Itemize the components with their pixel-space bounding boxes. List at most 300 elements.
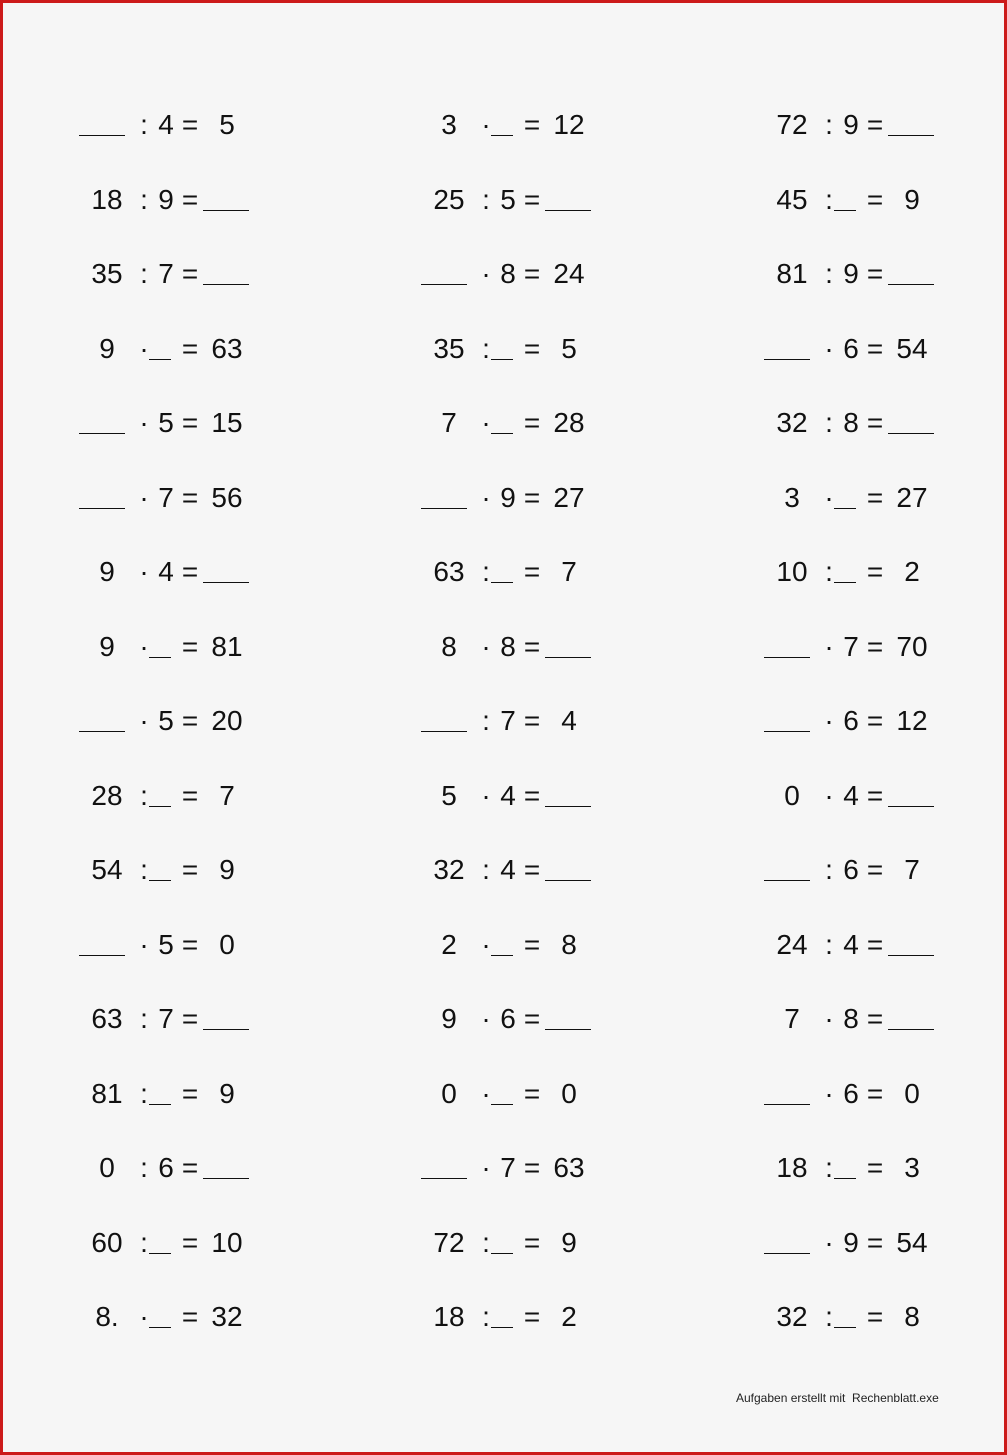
equals-sign: = bbox=[181, 556, 199, 587]
operand-a: 72 bbox=[433, 1226, 465, 1258]
equals-sign: = bbox=[866, 928, 884, 960]
result: 70 bbox=[896, 630, 928, 662]
equals-sign: = bbox=[523, 630, 541, 662]
operator: · bbox=[139, 481, 149, 513]
operand-a: 9 bbox=[99, 556, 115, 587]
equals-sign: = bbox=[523, 1003, 541, 1034]
result: 27 bbox=[896, 481, 928, 513]
operator: · bbox=[481, 928, 491, 960]
operand-a: 5 bbox=[441, 779, 457, 811]
answer-blank bbox=[149, 627, 171, 658]
operand-b: 9 bbox=[843, 109, 859, 140]
operand-b: 7 bbox=[500, 1152, 516, 1183]
operand-b: 8 bbox=[843, 1003, 859, 1034]
result: 56 bbox=[211, 481, 243, 513]
operand-b: 6 bbox=[158, 1152, 174, 1183]
answer-blank bbox=[764, 329, 810, 360]
operand-b: 7 bbox=[843, 630, 859, 662]
math-task bbox=[764, 1223, 964, 1263]
task-row bbox=[3, 403, 1004, 443]
result: 8 bbox=[904, 1301, 920, 1332]
result: 81 bbox=[211, 630, 243, 662]
operand-a: 24 bbox=[776, 928, 808, 960]
equals-sign: = bbox=[866, 183, 884, 215]
result: 7 bbox=[561, 556, 577, 587]
answer-blank bbox=[79, 701, 125, 732]
operand-a: 3 bbox=[784, 481, 800, 513]
operator: : bbox=[140, 1226, 148, 1258]
operand-a: 8 bbox=[441, 630, 457, 662]
answer-blank bbox=[79, 925, 125, 956]
answer-blank bbox=[888, 105, 934, 136]
equals-sign: = bbox=[523, 854, 541, 885]
operand-b: 8 bbox=[843, 407, 859, 438]
answer-blank bbox=[491, 105, 513, 136]
answer-blank bbox=[764, 627, 810, 658]
task-row bbox=[3, 329, 1004, 369]
result: 9 bbox=[219, 1077, 235, 1109]
answer-blank bbox=[834, 180, 856, 211]
footer-credit: Aufgaben erstellt mit Rechenblatt.exe bbox=[736, 1391, 939, 1405]
operand-b: 9 bbox=[843, 1226, 859, 1258]
math-task bbox=[421, 478, 621, 518]
answer-blank bbox=[491, 925, 513, 956]
operand-b: 6 bbox=[500, 1003, 516, 1034]
operand-b: 7 bbox=[158, 1003, 174, 1034]
operand-a: 9 bbox=[99, 332, 115, 364]
equals-sign: = bbox=[523, 1226, 541, 1258]
math-task bbox=[79, 1148, 279, 1188]
task-row bbox=[3, 627, 1004, 667]
equals-sign: = bbox=[181, 1301, 199, 1332]
answer-blank bbox=[888, 925, 934, 956]
result: 20 bbox=[211, 705, 243, 736]
answer-blank bbox=[491, 1297, 513, 1328]
answer-blank bbox=[203, 999, 249, 1030]
equals-sign: = bbox=[866, 481, 884, 513]
result: 10 bbox=[211, 1226, 243, 1258]
operand-a: 63 bbox=[433, 556, 465, 587]
math-task bbox=[421, 105, 621, 145]
math-task bbox=[421, 1074, 621, 1114]
task-row bbox=[3, 105, 1004, 145]
equals-sign: = bbox=[523, 481, 541, 513]
result: 63 bbox=[211, 332, 243, 364]
operand-b: 5 bbox=[158, 705, 174, 736]
math-task bbox=[79, 1297, 279, 1337]
operator: · bbox=[481, 779, 491, 811]
operator: · bbox=[139, 1301, 149, 1332]
answer-blank bbox=[834, 1148, 856, 1179]
equals-sign: = bbox=[181, 258, 199, 289]
operator: : bbox=[140, 779, 148, 811]
answer-blank bbox=[149, 850, 171, 881]
operand-b: 9 bbox=[500, 481, 516, 513]
answer-blank bbox=[834, 552, 856, 583]
math-task bbox=[421, 1223, 621, 1263]
operand-a: 35 bbox=[433, 332, 465, 364]
operand-a: 9 bbox=[99, 630, 115, 662]
answer-blank bbox=[545, 180, 591, 211]
answer-blank bbox=[491, 552, 513, 583]
result: 4 bbox=[561, 705, 577, 736]
math-task bbox=[421, 999, 621, 1039]
operator: · bbox=[824, 1003, 834, 1034]
task-row bbox=[3, 925, 1004, 965]
math-task bbox=[79, 105, 279, 145]
operand-b: 4 bbox=[500, 854, 516, 885]
result: 28 bbox=[553, 407, 585, 438]
task-row bbox=[3, 1074, 1004, 1114]
operand-a: 81 bbox=[91, 1077, 123, 1109]
result: 12 bbox=[896, 705, 928, 736]
math-task bbox=[421, 627, 621, 667]
operator: · bbox=[481, 258, 491, 289]
math-task bbox=[79, 403, 279, 443]
answer-blank bbox=[545, 850, 591, 881]
operand-a: 25 bbox=[433, 183, 465, 215]
equals-sign: = bbox=[523, 928, 541, 960]
result: 0 bbox=[561, 1077, 577, 1109]
operand-b: 6 bbox=[843, 1077, 859, 1109]
task-row bbox=[3, 850, 1004, 890]
operand-a: 45 bbox=[776, 183, 808, 215]
answer-blank bbox=[764, 701, 810, 732]
math-task bbox=[421, 701, 621, 741]
equals-sign: = bbox=[866, 332, 884, 364]
math-task bbox=[764, 478, 964, 518]
operand-a: 0 bbox=[441, 1077, 457, 1109]
equals-sign: = bbox=[181, 779, 199, 811]
math-task bbox=[79, 850, 279, 890]
operator: : bbox=[825, 928, 833, 960]
operand-a: 81 bbox=[776, 258, 808, 289]
equals-sign: = bbox=[866, 258, 884, 289]
math-task bbox=[421, 925, 621, 965]
answer-blank bbox=[545, 776, 591, 807]
operator: · bbox=[824, 332, 834, 364]
operand-b: 5 bbox=[158, 407, 174, 438]
operand-a: 18 bbox=[776, 1152, 808, 1183]
result: 63 bbox=[553, 1152, 585, 1183]
result: 54 bbox=[896, 1226, 928, 1258]
operator: : bbox=[140, 1152, 148, 1183]
operand-b: 6 bbox=[843, 332, 859, 364]
task-row bbox=[3, 1148, 1004, 1188]
answer-blank bbox=[764, 850, 810, 881]
operand-a: 32 bbox=[776, 407, 808, 438]
equals-sign: = bbox=[866, 407, 884, 438]
result: 9 bbox=[561, 1226, 577, 1258]
operator: · bbox=[139, 705, 149, 736]
operand-a: 0 bbox=[99, 1152, 115, 1183]
equals-sign: = bbox=[523, 1152, 541, 1183]
operand-a: 7 bbox=[441, 407, 457, 438]
task-row bbox=[3, 254, 1004, 294]
equals-sign: = bbox=[523, 258, 541, 289]
math-task bbox=[764, 1074, 964, 1114]
task-row bbox=[3, 478, 1004, 518]
result: 0 bbox=[904, 1077, 920, 1109]
result: 5 bbox=[561, 332, 577, 364]
operand-b: 7 bbox=[158, 481, 174, 513]
answer-blank bbox=[888, 403, 934, 434]
operand-a: 18 bbox=[91, 183, 123, 215]
answer-blank bbox=[203, 552, 249, 583]
operand-a: 54 bbox=[91, 854, 123, 885]
operator: : bbox=[482, 854, 490, 885]
operator: : bbox=[825, 1152, 833, 1183]
answer-blank bbox=[545, 627, 591, 658]
math-task bbox=[421, 850, 621, 890]
math-task bbox=[79, 627, 279, 667]
equals-sign: = bbox=[866, 556, 884, 587]
answer-blank bbox=[79, 403, 125, 434]
equals-sign: = bbox=[523, 109, 541, 140]
equals-sign: = bbox=[866, 1226, 884, 1258]
operand-b: 5 bbox=[158, 928, 174, 960]
equals-sign: = bbox=[523, 779, 541, 811]
equals-sign: = bbox=[866, 1152, 884, 1183]
math-task bbox=[421, 1148, 621, 1188]
equals-sign: = bbox=[866, 1301, 884, 1332]
math-task bbox=[79, 254, 279, 294]
operator: · bbox=[481, 109, 491, 140]
equals-sign: = bbox=[181, 630, 199, 662]
operator: : bbox=[140, 109, 148, 140]
equals-sign: = bbox=[866, 705, 884, 736]
answer-blank bbox=[545, 999, 591, 1030]
operator: : bbox=[482, 332, 490, 364]
task-row bbox=[3, 1297, 1004, 1337]
answer-blank bbox=[834, 478, 856, 509]
answer-blank bbox=[421, 254, 467, 285]
equals-sign: = bbox=[523, 183, 541, 215]
math-task bbox=[421, 552, 621, 592]
operator: · bbox=[481, 630, 491, 662]
equals-sign: = bbox=[181, 1003, 199, 1034]
equals-sign: = bbox=[181, 407, 199, 438]
result: 5 bbox=[219, 109, 235, 140]
operator: : bbox=[482, 705, 490, 736]
operator: · bbox=[139, 630, 149, 662]
equals-sign: = bbox=[181, 481, 199, 513]
answer-blank bbox=[149, 776, 171, 807]
operand-b: 6 bbox=[843, 705, 859, 736]
operand-a: 32 bbox=[433, 854, 465, 885]
math-task bbox=[79, 180, 279, 220]
math-task bbox=[79, 329, 279, 369]
result: 32 bbox=[211, 1301, 243, 1332]
math-task bbox=[79, 701, 279, 741]
operator: : bbox=[825, 183, 833, 215]
operand-b: 8 bbox=[500, 258, 516, 289]
equals-sign: = bbox=[866, 1003, 884, 1034]
result: 9 bbox=[904, 183, 920, 215]
task-row bbox=[3, 180, 1004, 220]
equals-sign: = bbox=[181, 854, 199, 885]
operand-a: 28 bbox=[91, 779, 123, 811]
math-task bbox=[764, 850, 964, 890]
operator: · bbox=[824, 1226, 834, 1258]
result: 7 bbox=[904, 854, 920, 885]
math-task bbox=[79, 1074, 279, 1114]
operator: · bbox=[824, 705, 834, 736]
operand-a: 9 bbox=[441, 1003, 457, 1034]
math-task bbox=[764, 999, 964, 1039]
answer-blank bbox=[491, 329, 513, 360]
answer-blank bbox=[79, 105, 125, 136]
operand-b: 8 bbox=[500, 630, 516, 662]
operator: · bbox=[481, 1152, 491, 1183]
math-task bbox=[79, 776, 279, 816]
result: 12 bbox=[553, 109, 585, 140]
equals-sign: = bbox=[181, 332, 199, 364]
operator: · bbox=[481, 1077, 491, 1109]
operand-a: 32 bbox=[776, 1301, 808, 1332]
equals-sign: = bbox=[866, 109, 884, 140]
answer-blank bbox=[149, 1074, 171, 1105]
equals-sign: = bbox=[523, 407, 541, 438]
math-task bbox=[764, 1148, 964, 1188]
operator: · bbox=[139, 407, 149, 438]
math-task bbox=[421, 776, 621, 816]
equals-sign: = bbox=[866, 779, 884, 811]
operator: · bbox=[824, 779, 834, 811]
operator: · bbox=[481, 1003, 491, 1034]
task-row bbox=[3, 776, 1004, 816]
operator: : bbox=[482, 1226, 490, 1258]
operator: : bbox=[482, 1301, 490, 1332]
math-task bbox=[421, 329, 621, 369]
equals-sign: = bbox=[181, 183, 199, 215]
equals-sign: = bbox=[866, 854, 884, 885]
result: 27 bbox=[553, 481, 585, 513]
operand-b: 7 bbox=[500, 705, 516, 736]
equals-sign: = bbox=[866, 1077, 884, 1109]
operand-a: 18 bbox=[433, 1301, 465, 1332]
math-task bbox=[421, 403, 621, 443]
math-task bbox=[421, 180, 621, 220]
answer-blank bbox=[79, 478, 125, 509]
math-task bbox=[764, 329, 964, 369]
operand-b: 9 bbox=[843, 258, 859, 289]
operator: : bbox=[140, 183, 148, 215]
math-task bbox=[764, 403, 964, 443]
math-task bbox=[79, 552, 279, 592]
math-task bbox=[764, 552, 964, 592]
operand-a: 0 bbox=[784, 779, 800, 811]
answer-blank bbox=[149, 1223, 171, 1254]
equals-sign: = bbox=[181, 109, 199, 140]
operand-a: 63 bbox=[91, 1003, 123, 1034]
task-row bbox=[3, 999, 1004, 1039]
equals-sign: = bbox=[523, 1301, 541, 1332]
operand-b: 4 bbox=[843, 779, 859, 811]
equals-sign: = bbox=[181, 1152, 199, 1183]
result: 2 bbox=[561, 1301, 577, 1332]
answer-blank bbox=[421, 1148, 467, 1179]
answer-blank bbox=[764, 1223, 810, 1254]
answer-blank bbox=[421, 701, 467, 732]
operator: · bbox=[824, 481, 834, 513]
equals-sign: = bbox=[523, 705, 541, 736]
math-task bbox=[79, 1223, 279, 1263]
operand-a: 2 bbox=[441, 928, 457, 960]
operator: · bbox=[824, 630, 834, 662]
result: 7 bbox=[219, 779, 235, 811]
answer-blank bbox=[421, 478, 467, 509]
math-task bbox=[764, 627, 964, 667]
operator: : bbox=[825, 556, 833, 587]
operand-a: 8. bbox=[95, 1301, 119, 1332]
math-task bbox=[764, 180, 964, 220]
math-task bbox=[764, 776, 964, 816]
task-row bbox=[3, 552, 1004, 592]
answer-blank bbox=[764, 1074, 810, 1105]
math-task bbox=[764, 105, 964, 145]
task-row bbox=[3, 1223, 1004, 1263]
equals-sign: = bbox=[181, 1226, 199, 1258]
operator: : bbox=[825, 1301, 833, 1332]
equals-sign: = bbox=[181, 1077, 199, 1109]
answer-blank bbox=[888, 776, 934, 807]
math-task bbox=[421, 254, 621, 294]
equals-sign: = bbox=[523, 556, 541, 587]
math-task bbox=[79, 925, 279, 965]
operand-a: 10 bbox=[776, 556, 808, 587]
answer-blank bbox=[203, 254, 249, 285]
answer-blank bbox=[203, 1148, 249, 1179]
answer-blank bbox=[203, 180, 249, 211]
equals-sign: = bbox=[181, 705, 199, 736]
operator: : bbox=[825, 258, 833, 289]
operand-a: 72 bbox=[776, 109, 808, 140]
operand-b: 4 bbox=[158, 556, 174, 587]
operator: : bbox=[140, 1003, 148, 1034]
operator: : bbox=[825, 407, 833, 438]
math-task bbox=[79, 478, 279, 518]
operand-b: 7 bbox=[158, 258, 174, 289]
result: 24 bbox=[553, 258, 585, 289]
answer-blank bbox=[149, 1297, 171, 1328]
result: 2 bbox=[904, 556, 920, 587]
result: 0 bbox=[219, 928, 235, 960]
answer-blank bbox=[834, 1297, 856, 1328]
equals-sign: = bbox=[866, 630, 884, 662]
operator: · bbox=[139, 332, 149, 364]
operator: : bbox=[140, 258, 148, 289]
operand-b: 6 bbox=[843, 854, 859, 885]
operand-b: 5 bbox=[500, 183, 516, 215]
operand-b: 4 bbox=[500, 779, 516, 811]
operator: : bbox=[140, 1077, 148, 1109]
math-task bbox=[764, 254, 964, 294]
operator: : bbox=[825, 109, 833, 140]
operand-b: 9 bbox=[158, 183, 174, 215]
operator: : bbox=[482, 183, 490, 215]
operator: · bbox=[139, 928, 149, 960]
operand-a: 60 bbox=[91, 1226, 123, 1258]
task-row bbox=[3, 701, 1004, 741]
operator: : bbox=[482, 556, 490, 587]
result: 54 bbox=[896, 332, 928, 364]
equals-sign: = bbox=[523, 332, 541, 364]
operand-a: 3 bbox=[441, 109, 457, 140]
result: 3 bbox=[904, 1152, 920, 1183]
equals-sign: = bbox=[181, 928, 199, 960]
math-task bbox=[764, 701, 964, 741]
